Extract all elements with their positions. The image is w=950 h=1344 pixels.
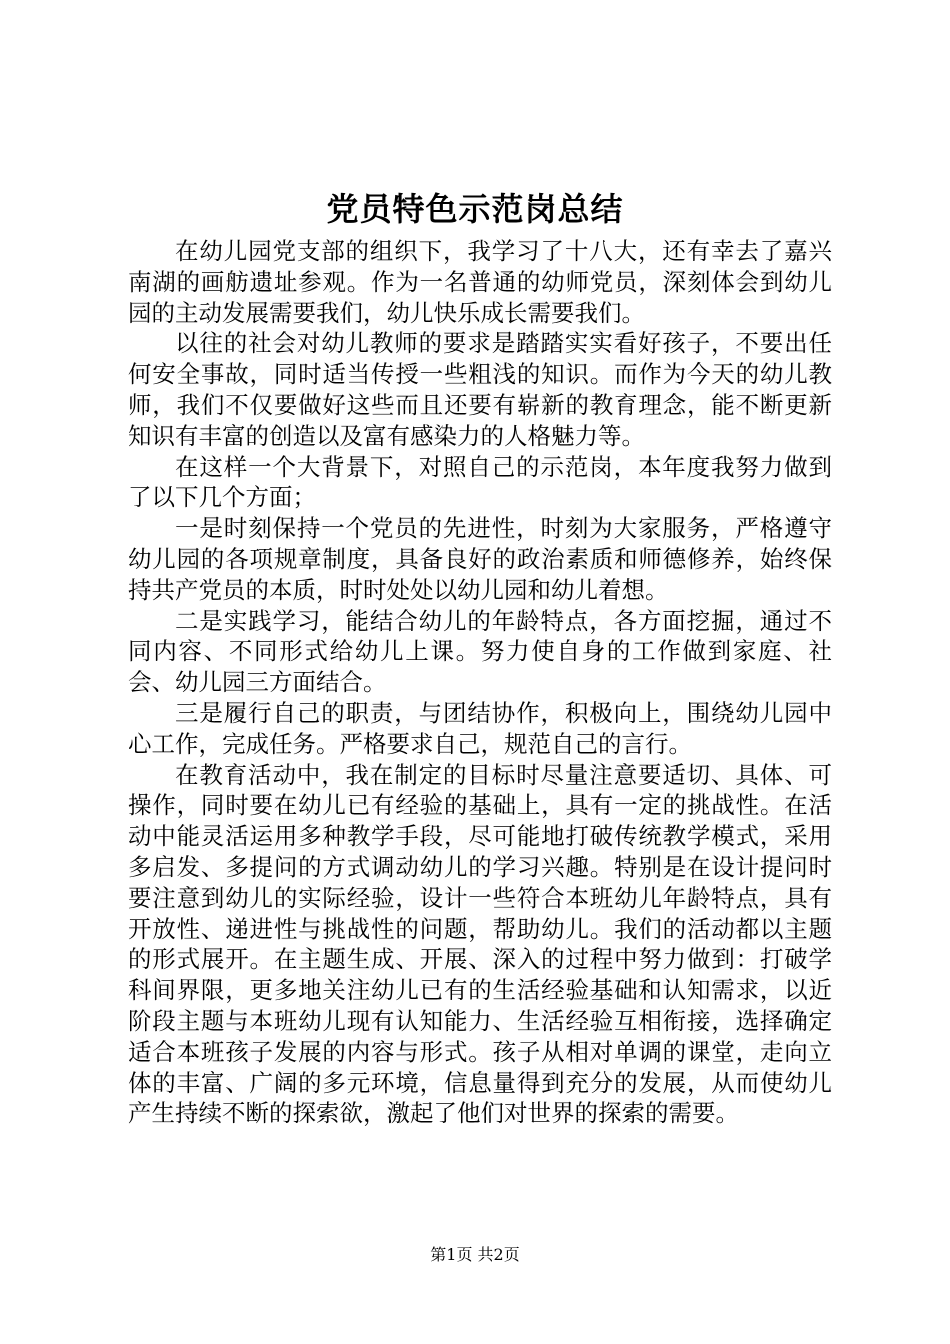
paragraph-2: 以往的社会对幼儿教师的要求是踏踏实实看好孩子，不要出任何安全事故，同时适当传授一些粗浅的知识。而作为今天的幼儿教师，我们不仅要做好这些而且还要有崭新的教育理念，能不断更新知识有丰富的创造以及富有感染力的人格魅力等。: [128, 329, 832, 450]
document-body: [128, 236, 832, 1129]
paragraph-4: 一是时刻保持一个党员的先进性，时刻为大家服务，严格遵守幼儿园的各项规章制度，具备良好的政治素质和师德修养，始终保持共产党员的本质，时时处处以幼儿园和幼儿着想。: [128, 514, 832, 604]
paragraph-6: 三是履行自己的职责，与团结协作，积极向上，围绕幼儿园中心工作，完成任务。严格要求自己，规范自己的言行。: [128, 698, 832, 758]
paragraph-3: 在这样一个大背景下，对照自己的示范岗，本年度我努力做到了以下几个方面；: [128, 452, 832, 512]
document-title: 党员特色示范岗总结: [326, 190, 624, 228]
paragraph-5: 二是实践学习，能结合幼儿的年龄特点，各方面挖掘，通过不同内容、不同形式给幼儿上课。努力使自身的工作做到家庭、社会、幼儿园三方面结合。: [128, 606, 832, 697]
paragraph-1: 在幼儿园党支部的组织下，我学习了十八大，还有幸去了嘉兴南湖的画舫遗址参观。作为一名普通的幼师党员，深刻体会到幼儿园的主动发展需要我们，幼儿快乐成长需要我们。: [128, 237, 832, 327]
paragraph-7: 在教育活动中，我在制定的目标时尽量注意要适切、具体、可操作，同时要在幼儿已有经验的基础上，具有一定的挑战性。在活动中能灵活运用多种教学手段，尽可能地打破传统教学模式，采用多启发、多提问的方式调动幼儿的学习兴趣。特别是在设计提问时要注意到幼儿的实际经验，设计一些符合本班幼儿年龄特点，具有开放性、递进性与挑战性的问题，帮助幼儿。我们的活动都以主题的形式展开。在主题生成、开展、深入的过程中努力做到：打破学科间界限，更多地关注幼儿已有的生活经验基础和认知需求，以近阶段主题与本班幼儿现有认知能力、生活经验互相衔接，选择确定适合本班孩子发展的内容与形式。孩子从相对单调的课堂，走向立体的丰富、广阔的多元环境，信息量得到充分的发展，从而使幼儿产生持续不断的探索欲，激起了他们对世界的探索的需要。: [128, 760, 832, 1128]
page-footer: 第1页 共2页: [430, 1245, 520, 1264]
